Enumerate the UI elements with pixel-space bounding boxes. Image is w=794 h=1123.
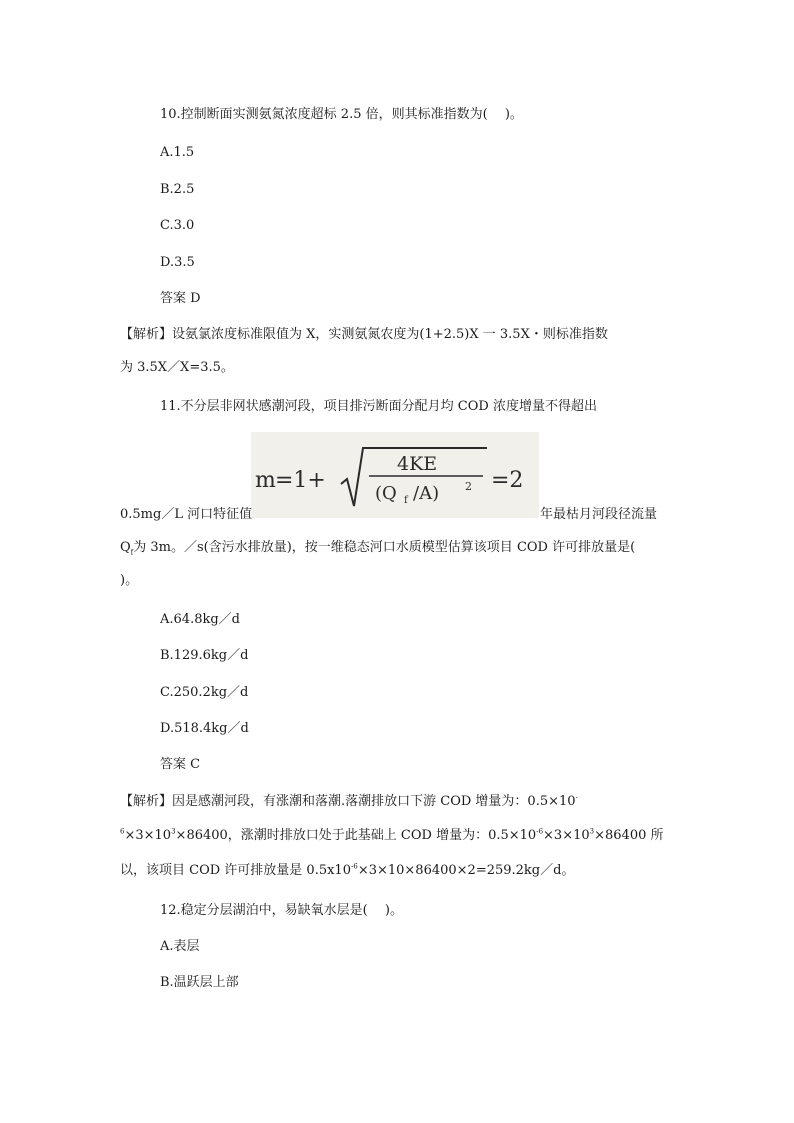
q10-stem: 10.控制断面实测氨氮浓度超标 2.5 倍，则其标准指数为( )。 bbox=[160, 107, 523, 122]
formula-denominator-sub: f bbox=[404, 495, 408, 506]
q11-analysis-2b: ×3×10 bbox=[124, 828, 172, 843]
q12-option-b: B.温跃层上部 bbox=[160, 975, 239, 990]
q11-analysis-2c: ×86400，涨潮时排放口处于此基础上 COD 增量为：0.5×10 bbox=[175, 828, 537, 843]
q11-analysis-2sup-b: 3 bbox=[171, 827, 176, 836]
q11-analysis-line3 bbox=[120, 861, 574, 881]
q11-analysis-1a: 【解析】因是感潮河段，有涨潮和落潮.落潮排放口下游 COD 增量为：0.5×10 bbox=[120, 794, 576, 809]
q11-analysis-3a: 以，该项目 COD 许可排放量是 0.5x10 bbox=[120, 863, 351, 878]
q11-line3-text: 为 3m。／s(含污水排放量)，按一维稳态河口水质模型估算该项目 COD 许可排放量是( bbox=[133, 540, 636, 555]
q11-option-a: A.64.8kg／d bbox=[160, 612, 240, 627]
q11-line3 bbox=[120, 538, 635, 558]
q10-analysis-line1: 【解析】设氨氯浓度标准限值为 X，实测氨氮农度为(1+2.5)X 一 3.5X・则标准指数 bbox=[120, 327, 608, 342]
formula-eq1: =1+ bbox=[275, 468, 326, 493]
q11-analysis-3sup: -6 bbox=[350, 862, 358, 871]
q11-analysis-2e: ×86400 所 bbox=[594, 828, 664, 843]
q11-analysis-2sup-d: 3 bbox=[589, 827, 595, 836]
q11-analysis-line2 bbox=[120, 826, 664, 846]
q11-option-c: C.250.2kg／d bbox=[160, 685, 249, 700]
formula-denominator: (Q bbox=[375, 483, 397, 504]
q11-line3-sub: f bbox=[130, 548, 134, 557]
q10-option-c: C.3.0 bbox=[160, 218, 195, 233]
formula-image bbox=[251, 432, 539, 518]
formula-numerator: 4KE bbox=[397, 453, 438, 475]
q11-line4: )。 bbox=[120, 573, 139, 588]
q11-line2-right: 年最枯月河段径流量 bbox=[540, 507, 658, 522]
q12-option-a: A.表层 bbox=[160, 939, 200, 954]
q12-stem: 12.稳定分层湖泊中，易缺氧水层是( )。 bbox=[160, 903, 403, 918]
q11-analysis-2d: ×3×10 bbox=[543, 828, 590, 843]
q11-option-b: B.129.6kg／d bbox=[160, 648, 249, 663]
formula-denominator-end: /A) bbox=[413, 483, 440, 504]
formula-eq2: =2 bbox=[491, 468, 524, 493]
formula-svg bbox=[251, 432, 539, 518]
q11-option-d: D.518.4kg／d bbox=[160, 721, 249, 736]
q10-answer: 答案 D bbox=[160, 291, 201, 306]
formula-m: m bbox=[255, 468, 276, 493]
formula-exponent: 2 bbox=[465, 480, 472, 493]
q11-line2-left: 0.5mg／L 河口特征值 bbox=[120, 507, 253, 522]
q11-analysis-2sup-c: -6 bbox=[536, 827, 544, 836]
q11-answer: 答案 C bbox=[160, 757, 201, 772]
q11-line3-q: Q bbox=[120, 540, 131, 555]
q10-option-d: D.3.5 bbox=[160, 255, 195, 270]
q11-analysis-2sup-a: 6 bbox=[120, 827, 125, 836]
q10-analysis-line2: 为 3.5X／X=3.5。 bbox=[120, 360, 234, 375]
q10-option-b: B.2.5 bbox=[160, 182, 195, 197]
q10-option-a: A.1.5 bbox=[160, 145, 195, 160]
q11-analysis-3b: ×3×10×86400×2=259.2kg／d。 bbox=[357, 863, 575, 878]
q11-analysis-1sup: - bbox=[575, 793, 578, 802]
q11-stem: 11.不分层非网状感潮河段，项目排污断面分配月均 COD 浓度增量不得超出 bbox=[160, 399, 597, 414]
q11-analysis-line1 bbox=[120, 792, 578, 812]
